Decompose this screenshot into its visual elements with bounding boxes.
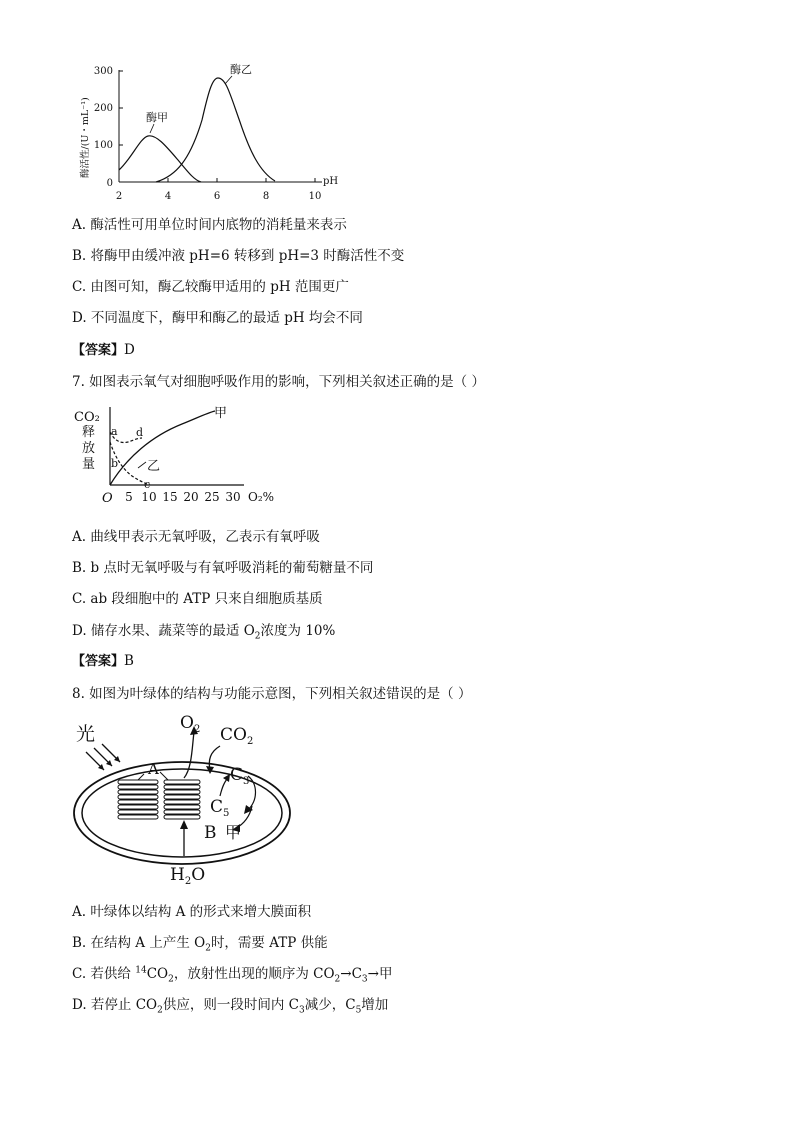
q7-option-c: C. ab 段细胞中的 ATP 只来自细胞质基质 [72,591,323,607]
y-tick-200: 200 [93,103,113,114]
q7-stem: 7. 如图表示氧气对细胞呼吸作用的影响，下列相关叙述正确的是（ ） [72,374,485,390]
q7-answer [72,650,134,669]
co2-label: $CO_2$ [220,725,254,747]
x-tick-20: 20 [183,490,199,504]
answer-value: B [124,653,134,669]
curve-jia [110,411,215,485]
curve-enzyme-a [119,136,201,182]
y-label-line1: 释 [82,425,96,440]
label-jia: 甲 [214,406,228,421]
curve-enzyme-b [156,78,275,182]
x-tick-4: 4 [164,191,172,202]
x-tick-5: 5 [125,490,133,504]
q8-stem: 8. 如图为叶绿体的结构与功能示意图，下列相关叙述错误的是（ ） [72,686,472,702]
label-enzyme-b: 酶乙 [230,63,252,76]
h2o-label: $H_2O$ [170,865,206,887]
point-a: a [111,425,118,438]
x-tick-10: 10 [308,191,322,202]
x-tick-15: 15 [162,490,178,504]
oxygen-respiration-chart [72,402,292,512]
q7-option-a: A. 曲线甲表示无氧呼吸，乙表示有氧呼吸 [72,529,320,545]
label-b: B [204,823,217,843]
point-c: c [144,478,151,491]
q6-option-a: A. 酶活性可用单位时间内底物的消耗量来表示 [72,217,347,233]
label-a: A [148,760,159,778]
granum-left [118,780,158,819]
label-yi: 乙 [147,459,161,474]
q6-option-b: B. 将酶甲由缓冲液 pH=6 转移到 pH=3 时酶活性不变 [72,248,405,264]
x-tick-8: 8 [262,191,270,202]
label-enzyme-a: 酶甲 [146,111,168,124]
q7-option-d: D. 储存水果、蔬菜等的最适 $O_2$浓度为 10% [72,623,336,642]
y-axis-label: 酶活性/(U・mL⁻¹) [80,97,91,178]
y-label-co2: CO₂ [74,410,100,425]
x-axis-label: O₂% [248,490,275,504]
inner-membrane [82,769,282,857]
label-jia: 甲 [225,823,242,842]
q8-option-d: D. 若停止 $CO_2$供应，则一段时间内 $C_3$减少，$C_5$增加 [72,997,389,1016]
y-tick-300: 300 [93,66,113,77]
x-tick-2: 2 [115,191,123,202]
x-tick-10: 10 [141,490,157,504]
q6-option-c: C. 由图可知，酶乙较酶甲适用的 pH 范围更广 [72,279,349,295]
answer-tag: 【答案】 [72,343,125,358]
y-label-line3: 量 [82,457,96,472]
enzyme-ph-chart [70,60,350,210]
chloroplast-diagram [72,708,302,888]
point-b: b [111,457,119,470]
outer-membrane [74,762,290,864]
y-tick-0: 0 [106,178,113,189]
x-tick-30: 30 [225,490,241,504]
q6-answer [72,339,135,358]
x-tick-6: 6 [213,191,221,202]
light-label: 光 [76,723,96,745]
answer-value: D [124,342,135,358]
q7-option-b: B. b 点时无氧呼吸与有氧呼吸消耗的葡萄糖量不同 [72,560,374,576]
q8-option-b: B. 在结构 A 上产生 $O_2$时，需要 ATP 供能 [72,935,328,954]
q8-option-a: A. 叶绿体以结构 A 的形式来增大膜面积 [72,904,312,920]
c5-label: $C_5$ [210,797,230,819]
q8-option-c: C. 若供给 $^{14}CO_2$，放射性出现的顺序为 $CO_2\to C_3\to$甲 [72,965,393,985]
q6-option-d: D. 不同温度下，酶甲和酶乙的最适 pH 均会不同 [72,310,363,326]
origin-label: O [102,491,113,506]
granum-right [164,780,200,819]
point-d: d [136,426,144,439]
x-tick-25: 25 [204,490,220,504]
x-axis-label: pH [323,176,339,187]
o2-label: $O_2$ [180,713,201,735]
answer-tag: 【答案】 [72,654,125,669]
y-label-line2: 放 [82,441,96,456]
c3-label: $C_3$ [230,765,250,787]
y-tick-100: 100 [93,140,113,151]
